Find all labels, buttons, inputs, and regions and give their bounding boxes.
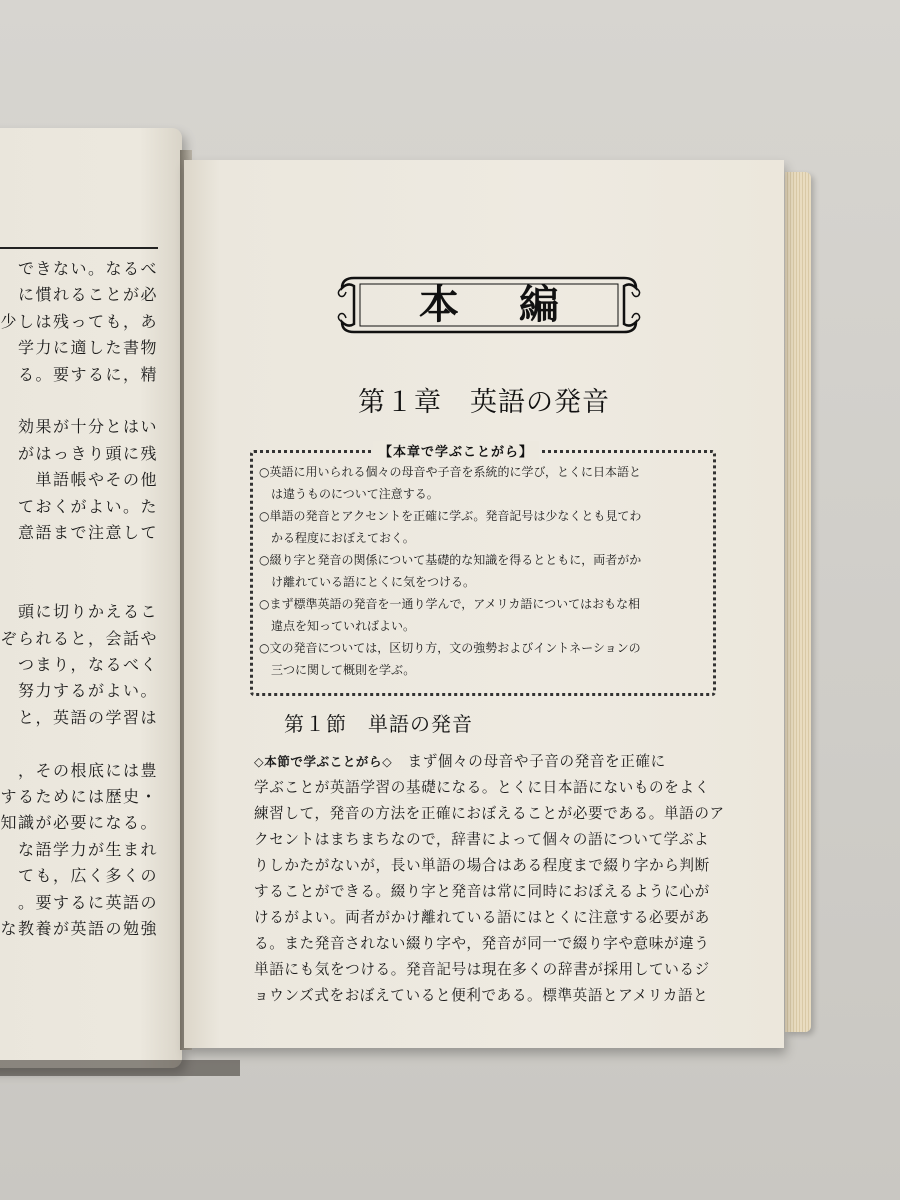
left-page-line xyxy=(0,520,158,543)
body-line: 練習して，発音の方法を正確におぼえることが必要である。単語のア xyxy=(254,805,725,822)
left-page-line-text: る。要するに，精 xyxy=(17,364,158,384)
left-page-line-text: できない。なるべ xyxy=(17,259,158,278)
left-page xyxy=(0,128,182,1068)
left-page-line-text: な語学力が生まれ xyxy=(17,839,158,859)
left-page-line-text: 効果が十分とはい xyxy=(17,417,158,437)
left-page-line-text: と，英語の学習は xyxy=(17,707,158,727)
left-page-rule xyxy=(0,247,158,249)
body-line-first xyxy=(254,750,724,771)
goal-line: ○単語の発音とアクセントを正確に学ぶ。発音記号は少なくとも見てわ xyxy=(259,509,642,523)
left-page-line xyxy=(0,309,158,332)
left-page-line xyxy=(0,916,158,939)
page-edges xyxy=(785,172,811,1032)
chapter-goals-title: 【本章で学ぶことがら】 xyxy=(373,441,539,460)
left-page-line xyxy=(0,494,158,517)
left-page-line xyxy=(0,705,158,728)
goal-line: 違点を知っていればよい。 xyxy=(259,619,416,633)
left-page-line xyxy=(0,837,158,860)
part-title: 本編 xyxy=(419,282,619,328)
left-page-line xyxy=(0,784,158,807)
left-page-line-text: がはっきり頭に残 xyxy=(17,443,158,463)
left-page-line xyxy=(0,758,158,781)
left-page-line xyxy=(0,256,158,279)
goal-line: かる程度におぼえておく。 xyxy=(259,531,415,545)
body-line: 学ぶことが英語学習の基礎になる。とくに日本語にないものをよく xyxy=(254,779,710,796)
section-title: 第１節 単語の発音 xyxy=(284,712,473,736)
left-page-line xyxy=(0,467,158,490)
section-lead: ◇本節で学ぶことがら◇ xyxy=(254,754,393,769)
body-line: ョウンズ式をおぼえていると便利である。標準英語とアメリカ語と xyxy=(254,987,709,1004)
left-page-line-text: 。要するに英語の xyxy=(17,892,158,912)
left-page-line xyxy=(0,599,158,622)
left-page-line xyxy=(0,626,158,649)
goal-line: け離れている語にとくに気をつける。 xyxy=(259,575,476,589)
left-page-line xyxy=(0,441,158,464)
left-page-line xyxy=(0,863,158,886)
left-page-line-text: な教養が英語の勉強 xyxy=(0,919,158,938)
left-page-line-text: ぞられると，会話や xyxy=(0,628,158,648)
part-banner xyxy=(334,270,644,340)
right-page xyxy=(184,160,784,1048)
left-page-line-text: ておくがよい。た xyxy=(17,496,158,516)
body-line: 単語にも気をつける。発音記号は現在多くの辞書が採用しているジ xyxy=(254,961,710,978)
goal-line: ○英語に用いられる個々の母音や子音を系統的に学び，とくに日本語と xyxy=(259,465,641,479)
goal-line: ○まず標準英語の発音を一通り学んで，アメリカ語についてはおもな相 xyxy=(259,597,641,611)
body-line: けるがよい。両者がかけ離れている語にはとくに注意する必要があ xyxy=(254,909,710,926)
book-cover-edge xyxy=(0,1060,240,1076)
goal-line: ○綴り字と発音の関係について基礎的な知識を得るとともに，両者がか xyxy=(259,553,642,567)
left-page-line-text: 努力するがよい。 xyxy=(17,681,158,701)
left-page-line-text: つまり，なるべく xyxy=(17,655,158,674)
left-page-line-text: 学力に適した書物 xyxy=(17,338,158,358)
left-page-line xyxy=(0,362,158,385)
body-line: クセントはまちまちなので，辞書によって個々の語について学ぶよ xyxy=(254,831,710,848)
left-page-line xyxy=(0,810,158,833)
left-page-line-text: に慣れることが必 xyxy=(17,285,158,305)
chapter-goals-box xyxy=(250,445,716,696)
goal-line: ○文の発音については，区切り方，文の強勢およびイントネーションの xyxy=(259,641,641,655)
left-page-line-text: 少しは残っても，あ xyxy=(0,311,158,331)
left-page-line xyxy=(0,652,158,675)
goal-line: は違うものについて注意する。 xyxy=(259,487,439,501)
left-page-line-text: ，その根底には豊 xyxy=(17,760,158,780)
body-line: りしかたがないが，長い単語の場合はある程度まで綴り字から判断 xyxy=(254,857,710,874)
left-page-line xyxy=(0,890,158,913)
body-line: することができる。綴り字と発音は常に同時におぼえるように心が xyxy=(254,883,710,900)
chapter-title: 第１章 英語の発音 xyxy=(358,387,610,418)
left-page-line xyxy=(0,335,158,358)
body-line: まず個々の母音や子音の発音を正確に xyxy=(392,753,666,770)
body-line: る。また発音されない綴り字や，発音が同一で綴り字や意味が違う xyxy=(254,935,710,952)
left-page-line xyxy=(0,414,158,437)
left-page-line-text: するためには歴史・ xyxy=(0,787,158,806)
left-page-line xyxy=(0,678,158,701)
left-page-line-text: 意語まで注意して xyxy=(17,523,158,542)
left-page-line-text: 単語帳やその他 xyxy=(35,470,158,490)
left-page-line-text: 頭に切りかえるこ xyxy=(17,602,158,622)
left-page-line xyxy=(0,282,158,305)
left-page-line-text: 知識が必要になる。 xyxy=(0,813,158,833)
goal-line: 三つに関して概則を学ぶ。 xyxy=(259,663,416,677)
left-page-line-text: ても，広く多くの xyxy=(17,866,158,886)
